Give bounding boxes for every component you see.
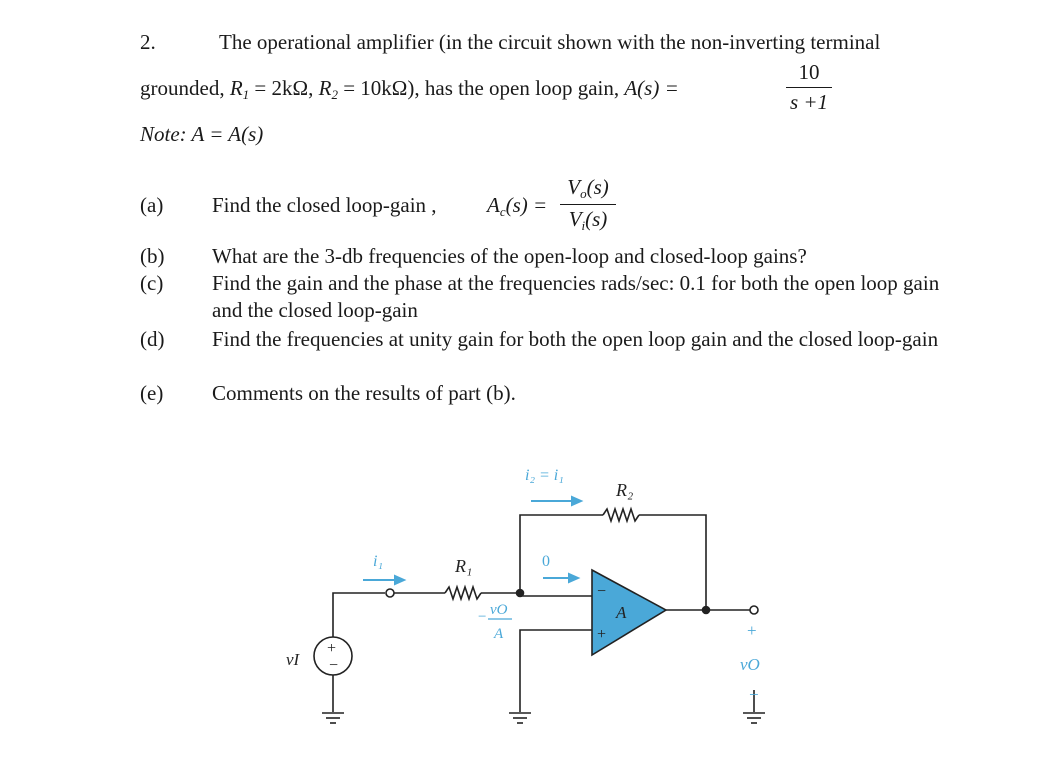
- r1-resistor: [445, 587, 481, 599]
- part-d-label: (d): [140, 327, 165, 351]
- part-b-text: What are the 3-db frequencies of the open-loop and closed-loop gains?: [212, 244, 807, 268]
- r1-label: R₁: [455, 556, 473, 576]
- r2-resistor: [603, 509, 639, 521]
- noninverting-sign: +: [597, 626, 607, 643]
- vo-minus: −: [749, 685, 759, 704]
- i2-equals-i1-label: i₂ = i₁: [525, 467, 564, 484]
- i1-arrowhead: [395, 576, 404, 584]
- vo-plus: +: [747, 621, 757, 640]
- gain-lhs: A(s) =: [624, 76, 679, 100]
- gain-numerator: 10: [798, 60, 820, 84]
- vo-over-a-denominator: A: [494, 626, 504, 642]
- inverting-sign: −: [597, 583, 607, 600]
- r1-right-wire: [481, 593, 592, 596]
- part-e-label: (e): [140, 381, 164, 405]
- r2-symbol: $R_2$: [318, 76, 338, 102]
- part-a-label: (a): [140, 193, 164, 217]
- output-node: [703, 607, 710, 614]
- problem-number: 2.: [140, 30, 156, 54]
- source-minus: −: [329, 657, 339, 674]
- feedback-right-wire: [639, 515, 706, 610]
- part-c-label: (c): [140, 271, 164, 295]
- vo-over-a-numerator: vO: [490, 602, 508, 618]
- r2-value: = 10kΩ),: [343, 76, 420, 100]
- fraction-denominator: $V_i(s)$: [568, 207, 608, 233]
- part-e-text: Comments on the results of part (b).: [212, 381, 516, 405]
- problem-intro-line1: The operational amplifier (in the circuit shown with the non-inverting terminal: [219, 30, 881, 54]
- gain-denominator: s +1: [789, 90, 829, 114]
- r2-label: R₂: [616, 480, 634, 500]
- vo-label: vO: [740, 655, 760, 674]
- noninv-ground-wire: [520, 630, 548, 712]
- vi-label: vI: [286, 650, 300, 669]
- zero-current-label: 0: [542, 553, 550, 570]
- input-terminal: [386, 589, 394, 597]
- zero-arrowhead: [569, 574, 578, 582]
- output-terminal: [750, 606, 758, 614]
- op-amp-gain-label: A: [616, 603, 627, 622]
- part-a-text: Find the closed loop-gain ,: [212, 193, 437, 217]
- part-d-text: Find the frequencies at unity gain for both the open loop gain and the closed loop-gain: [212, 327, 939, 351]
- part-b-label: (b): [140, 244, 165, 268]
- r1-symbol: $R_1$: [229, 76, 250, 102]
- part-c-text: Find the gain and the phase at the frequencies rads/sec: 0.1 for both the open loop gain and the closed loop-gain: [212, 271, 940, 322]
- gain-text: has the open loop gain,: [424, 76, 620, 100]
- source-wire: [333, 593, 385, 637]
- r1-value: = 2kΩ,: [254, 76, 314, 100]
- fraction-numerator: $V_o(s)$: [567, 175, 609, 201]
- source-plus: +: [327, 640, 337, 657]
- problem-note: Note: A = A(s): [140, 122, 264, 146]
- grounded-word: grounded,: [140, 76, 225, 100]
- i1-label: i₁: [373, 553, 384, 570]
- vo-over-a-neg: −: [478, 609, 487, 625]
- i2-arrowhead: [572, 497, 581, 505]
- feedback-left-wire: [520, 515, 603, 593]
- closed-loop-gain-lhs: $A_c(s)$ =: [487, 193, 548, 219]
- ground-symbols: [322, 713, 765, 723]
